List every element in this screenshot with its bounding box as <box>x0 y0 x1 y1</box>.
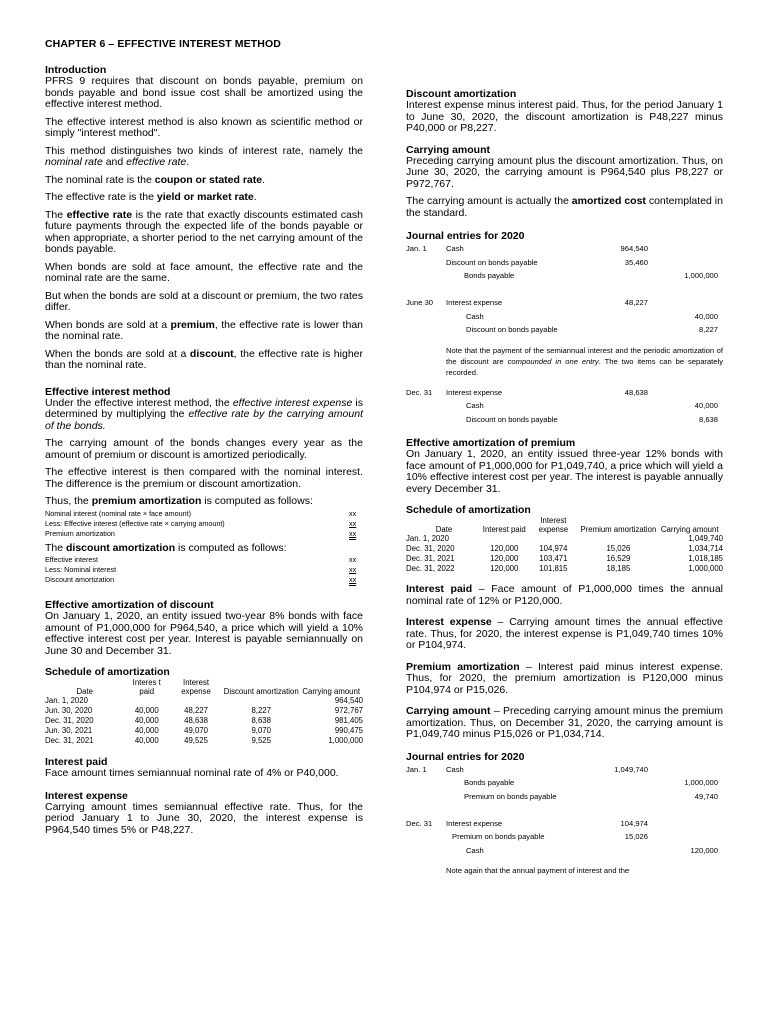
table-cell: 1,049,740 <box>688 534 723 543</box>
interest-paid-paragraph: Face amount times semiannual nominal rate of 4% or P40,000. <box>45 767 339 779</box>
calc-row: Discount amortization xx <box>45 575 357 584</box>
journal-account: Interest expense <box>446 387 503 397</box>
journal-row <box>406 844 723 858</box>
schedule-heading: Schedule of amortization <box>45 666 170 678</box>
eim-paragraph-5: The discount amortization is computed as follows: <box>45 541 287 554</box>
table-cell <box>125 696 170 706</box>
journal-cr: 120,000 <box>690 845 718 855</box>
journal-row <box>406 283 723 297</box>
calc-row: Premium amortization xx <box>45 528 357 538</box>
journal-date: June 30 <box>406 298 434 307</box>
table-cell: 101,815 <box>539 564 568 573</box>
carrying-amount-paragraph: Preceding carrying amount plus the discount amortization. Thus, on June 30, 2020, the carrying amount is P964,540 plus P8,227 or P972,767. <box>406 154 723 190</box>
carrying-amount-2-paragraph: Carrying amount – Preceding carrying amount minus the premium amortization. Thus, on December 31, 2020, the carrying amount is P1,049,740 minus P15,026 or P1,034,714. <box>406 705 723 740</box>
table-cell: 40,000 <box>134 736 159 745</box>
eim-paragraph-2: The carrying amount of the bonds changes every year as the amount of premium or discount is amortized periodically. <box>45 437 363 461</box>
journal-note-2: Note again that the annual payment of interest and the <box>446 866 630 875</box>
journal-date: Dec. 31 <box>406 818 433 828</box>
table-cell <box>580 534 656 544</box>
table-cell: 9,525 <box>251 736 271 745</box>
journal-account: Discount on bonds payable <box>466 414 558 424</box>
table-cell: 964,540 <box>334 696 363 705</box>
intro-paragraph-8: But when the bonds are sold at a discount or premium, the two rates differ. <box>45 289 363 313</box>
right-column <box>406 88 723 884</box>
col-header: Interest expense <box>181 678 211 696</box>
table-cell: 8,227 <box>251 706 271 715</box>
eim-paragraph-4: Thus, the premium amortization is computed as follows: <box>45 495 313 507</box>
journal-account: Bonds payable <box>464 778 515 787</box>
interest-paid-2-paragraph: Interest paid – Face amount of P1,000,000 times the annual nominal rate of 12% or P120,000. <box>406 583 723 607</box>
table-cell: 40,000 <box>134 706 159 715</box>
journal-account: Premium on bonds payable <box>464 791 557 801</box>
journal-entries-heading-1: Journal entries for 2020 <box>406 230 525 242</box>
col-header: Interest paid <box>482 525 526 534</box>
journal-cr: 1,000,000 <box>684 271 718 280</box>
eim-heading: Effective interest method <box>45 385 171 398</box>
journal-dr: 104,974 <box>620 818 648 828</box>
journal-note-1: Note that the payment of the semiannual interest and the periodic amortization of the discount are compounded in one entry. The two items can be separately recorded. <box>446 345 724 377</box>
table-cell <box>169 696 223 706</box>
table-cell <box>526 534 580 544</box>
table-cell: Dec. 31, 2020 <box>45 716 94 725</box>
journal-cr: 40,000 <box>694 401 718 410</box>
journal-row <box>406 776 723 790</box>
table-cell: 48,638 <box>184 716 208 725</box>
interest-paid-heading: Interest paid <box>45 756 108 768</box>
journal-dr: 1,049,740 <box>614 764 648 774</box>
chapter-title: CHAPTER 6 – EFFECTIVE INTEREST METHOD <box>45 38 281 50</box>
discount-amortization-paragraph: Interest expense minus interest paid. Thus, for the period January 1 to June 30, 2020, the discount amortization is P48,227 minus P40,000 or P8,227. <box>406 99 723 134</box>
journal-row <box>406 817 723 831</box>
table-row <box>45 696 363 706</box>
intro-paragraph-10: When the bonds are sold at a discount, the effective rate is higher than the nominal rate. <box>45 347 363 371</box>
table-row <box>406 534 723 544</box>
journal-dr: 48,638 <box>624 387 648 397</box>
journal-dr: 35,460 <box>624 257 648 267</box>
table-cell: 40,000 <box>134 726 159 735</box>
premium-schedule-table <box>406 516 723 574</box>
journal-cr: 49,740 <box>694 791 718 801</box>
col-header: Carrying amount <box>660 525 719 534</box>
table-cell: 49,070 <box>184 726 208 735</box>
journal-row <box>406 790 723 804</box>
table-cell: 103,471 <box>539 554 568 563</box>
amortized-cost-paragraph: The carrying amount is actually the amortized cost contemplated in the standard. <box>406 195 723 219</box>
intro-paragraph-3: This method distinguishes two kinds of interest rate, namely the nominal rate and effective rate. <box>45 144 363 168</box>
journal-account: Discount on bonds payable <box>466 325 558 334</box>
journal-dr: 15,026 <box>624 832 648 841</box>
table-cell: 15,026 <box>606 544 631 553</box>
journal-entries-1b <box>406 386 723 427</box>
table-cell: 990,475 <box>334 726 363 735</box>
premium-amortization-2-paragraph: Premium amortization – Interest paid minus interest expense. Thus, for 2020, the premium amortization is P120,000 minus P104,974 or P15,026. <box>406 660 723 696</box>
table-row <box>406 554 723 564</box>
col-header: Date <box>435 525 453 534</box>
intro-paragraph-9: When bonds are sold at a premium, the effective rate is lower than the nominal rate. <box>45 318 363 342</box>
interest-expense-heading: Interest expense <box>45 789 128 802</box>
eim-paragraph-1: Under the effective interest method, the effective interest expense is determined by multiplying the effective rate by the carrying amount of the bonds. <box>45 396 363 432</box>
journal-row <box>406 413 723 427</box>
intro-paragraph-2: The effective interest method is also known as scientific method or simply "interest method". <box>45 115 363 139</box>
journal-cr: 40,000 <box>694 311 718 321</box>
journal-entries-1 <box>406 242 723 337</box>
carrying-amount-heading: Carrying amount <box>406 143 491 156</box>
col-header: Interest expense <box>538 516 569 534</box>
journal-row <box>406 763 723 777</box>
journal-account: Cash <box>466 401 484 410</box>
col-header: Date <box>76 687 93 696</box>
intro-paragraph-4: The nominal rate is the coupon or stated rate. <box>45 173 266 186</box>
journal-account: Interest expense <box>446 818 503 828</box>
table-cell: Jun. 30, 2020 <box>45 706 93 715</box>
table-row <box>45 706 363 716</box>
table-cell: Jan. 1, 2020 <box>45 696 88 705</box>
journal-cr: 8,227 <box>698 325 718 334</box>
schedule-heading-2: Schedule of amortization <box>406 504 531 516</box>
journal-account: Premium on bonds payable <box>452 832 545 841</box>
table-cell: 1,034,714 <box>688 544 723 553</box>
journal-date: Dec. 31 <box>406 387 433 397</box>
table-cell: 40,000 <box>134 716 159 725</box>
journal-account: Discount on bonds payable <box>446 257 538 267</box>
journal-cr: 8,638 <box>698 414 718 424</box>
discount-amortization-heading: Discount amortization <box>406 88 517 100</box>
calc-row: Nominal interest (nominal rate × face amount) xx <box>45 508 357 518</box>
table-cell <box>223 696 299 706</box>
journal-account: Cash <box>466 845 484 855</box>
table-cell: Dec. 31, 2021 <box>406 554 455 563</box>
table-cell: 48,227 <box>184 706 208 715</box>
journal-account: Interest expense <box>446 298 503 307</box>
left-column <box>45 38 363 842</box>
eim-paragraph-3: The effective interest is then compared with the nominal interest. The difference is the premium or discount amortization. <box>45 466 363 490</box>
journal-cr: 1,000,000 <box>684 778 718 787</box>
journal-account: Cash <box>466 311 484 321</box>
journal-row <box>406 399 723 413</box>
table-row <box>45 736 363 746</box>
table-cell: 16,529 <box>606 554 631 563</box>
journal-row <box>406 323 723 337</box>
table-cell: 972,767 <box>334 706 363 715</box>
col-header: Carrying amount <box>302 687 360 696</box>
table-row <box>45 716 363 726</box>
intro-paragraph-1: PFRS 9 requires that discount on bonds payable, premium on bonds payable and bond issue cost shall be amortized using the effective interest method. <box>45 75 363 110</box>
ead-heading: Effective amortization of discount <box>45 599 214 611</box>
journal-account: Bonds payable <box>464 271 515 280</box>
interest-expense-paragraph: Carrying amount times semiannual effective rate. Thus, for the period January 1 to June 30, 2020, the interest expense is P964,540 times 5% or P48,227. <box>45 800 363 836</box>
eap-heading: Effective amortization of premium <box>406 437 576 449</box>
table-cell: 120,000 <box>490 544 519 553</box>
interest-expense-2-paragraph: Interest expense – Carrying amount times the annual effective rate. Thus, for 2020, the interest expense is P1,049,740 times 10% or P104,974. <box>406 616 724 651</box>
journal-row <box>406 310 723 324</box>
table-cell: 104,974 <box>539 544 568 553</box>
table-cell: 1,000,000 <box>328 736 363 745</box>
journal-dr: 48,227 <box>624 298 648 307</box>
table-row <box>45 726 363 736</box>
discount-calc <box>45 555 363 585</box>
journal-row <box>406 256 723 270</box>
journal-account: Cash <box>446 764 464 774</box>
table-cell <box>482 534 526 544</box>
journal-entries-heading-2: Journal entries for 2020 <box>406 750 525 763</box>
intro-paragraph-6: The effective rate is the rate that exactly discounts estimated cash future payments through the expected life of the bonds payable or when appropriate, a shorter period to the net carrying amount of the bonds payable. <box>45 208 363 255</box>
intro-paragraph-5: The effective rate is the yield or market rate. <box>45 191 257 203</box>
journal-row <box>406 830 723 844</box>
journal-account: Cash <box>446 244 464 253</box>
calc-row: Less: Nominal interest xx <box>45 565 357 574</box>
table-cell: 1,000,000 <box>688 564 723 573</box>
table-cell: Jan. 1, 2020 <box>406 534 449 543</box>
journal-row <box>406 386 723 400</box>
table-cell: 1,018,185 <box>688 554 723 563</box>
journal-entries-2 <box>406 763 723 858</box>
table-cell: Dec. 31, 2020 <box>406 544 455 553</box>
table-cell: Dec. 31, 2021 <box>45 736 94 745</box>
table-cell: 8,638 <box>251 716 271 725</box>
table-cell: 120,000 <box>490 564 519 573</box>
table-cell: 49,525 <box>184 736 208 745</box>
table-cell: 981,405 <box>334 716 363 725</box>
journal-dr: 964,540 <box>620 244 648 253</box>
table-cell: Jun. 30, 2021 <box>45 726 93 735</box>
table-cell: Dec. 31, 2022 <box>406 564 455 573</box>
calc-row: Less: Effective interest (effective rate × carrying amount) xx <box>45 518 357 528</box>
col-header: Discount amortization <box>223 687 299 696</box>
journal-date: Jan. 1 <box>406 244 427 253</box>
discount-schedule-table <box>45 678 363 746</box>
journal-row <box>406 803 723 817</box>
table-row <box>406 564 723 574</box>
journal-date: Jan. 1 <box>406 764 427 774</box>
premium-calc <box>45 509 363 539</box>
col-header: Interes t paid <box>132 678 161 696</box>
journal-row <box>406 242 723 256</box>
intro-paragraph-7: When bonds are sold at face amount, the effective rate and the nominal rate are the same. <box>45 260 363 284</box>
ead-paragraph: On January 1, 2020, an entity issued two-year 8% bonds with face amount of P1,000,000 for P964,540, a price which will yield a 10% effective interest cost per year. Interest is payable semiannually on June 30 and December 31. <box>45 610 363 657</box>
table-cell: 120,000 <box>490 554 519 563</box>
journal-row <box>406 296 723 310</box>
eap-paragraph: On January 1, 2020, an entity issued three-year 12% bonds with face amount of P1,000,000 for P1,049,740, a price which will yield a 10% effective interest cost per year. The interest is payable annually every December 31. <box>406 448 723 495</box>
journal-row <box>406 269 723 283</box>
calc-row: Effective interest xx <box>45 555 357 564</box>
col-header: Premium amortization <box>580 525 657 534</box>
intro-heading: Introduction <box>45 64 107 76</box>
table-cell: 9,070 <box>251 726 271 735</box>
table-cell: 18,185 <box>606 564 631 573</box>
table-row <box>406 544 723 554</box>
